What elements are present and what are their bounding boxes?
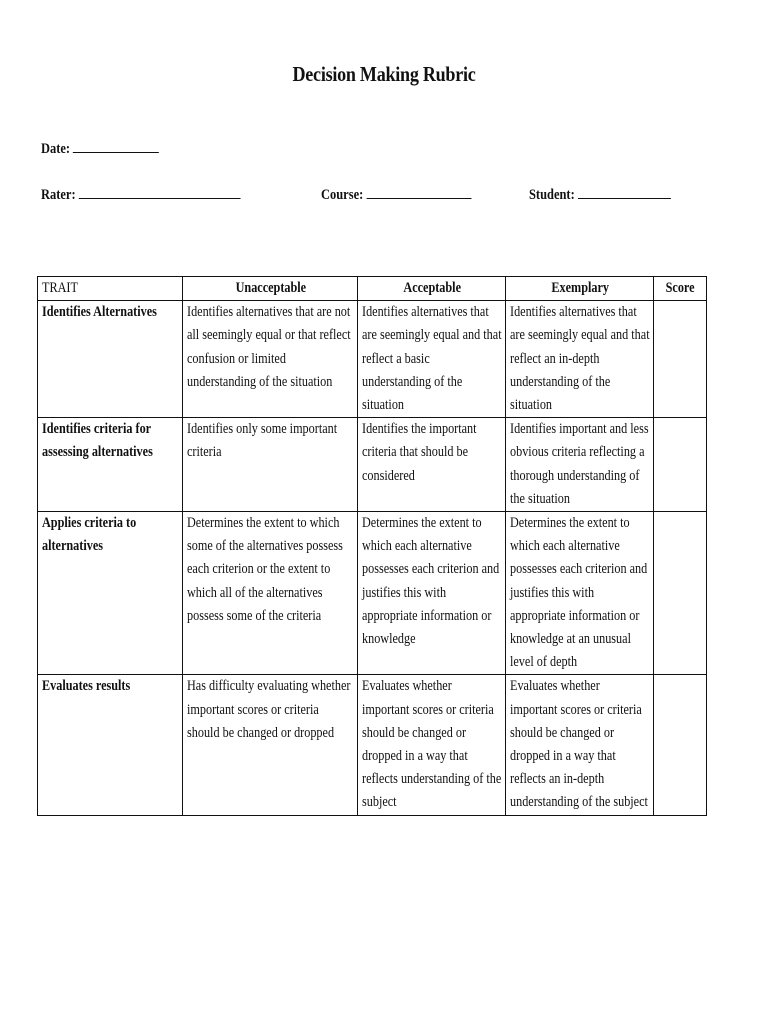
header-unacceptable: Unacceptable <box>183 277 358 301</box>
exemplary-cell: Identifies alternatives that are seemingly equal and that reflect an in-depth understanding of the situation <box>506 301 654 418</box>
score-cell[interactable] <box>654 512 707 675</box>
exemplary-cell: Evaluates whether important scores or criteria should be changed or dropped in a way that reflects an in-depth understanding of the subject <box>506 675 654 815</box>
date-blank-line <box>73 140 159 153</box>
student-field <box>529 186 671 204</box>
score-cell[interactable] <box>654 675 707 815</box>
header-score: Score <box>654 277 707 301</box>
unacceptable-cell: Identifies only some important criteria <box>183 418 358 512</box>
table-row <box>38 418 707 512</box>
unacceptable-cell: Determines the extent to which some of the alternatives possess each criterion or the extent to which all of the alternatives possess some of the criteria <box>183 512 358 675</box>
trait-cell: Identifies Alternatives <box>38 301 183 418</box>
rater-field <box>41 186 240 204</box>
acceptable-cell: Determines the extent to which each alternative possesses each criterion and justifies this with appropriate information or knowledge <box>358 512 506 675</box>
score-cell[interactable] <box>654 418 707 512</box>
trait-cell: Evaluates results <box>38 675 183 815</box>
rubric-table <box>37 276 707 816</box>
unacceptable-cell: Identifies alternatives that are not all seemingly equal or that reflect confusion or limited understanding of the situation <box>183 301 358 418</box>
trait-cell: Identifies criteria for assessing alternatives <box>38 418 183 512</box>
course-label: Course: <box>321 187 364 203</box>
course-field <box>321 186 471 204</box>
student-label: Student: <box>529 187 575 203</box>
acceptable-cell: Identifies the important criteria that should be considered <box>358 418 506 512</box>
rater-label: Rater: <box>41 187 76 203</box>
header-trait: TRAIT <box>38 277 183 301</box>
page-title: Decision Making Rubric <box>292 62 476 86</box>
exemplary-cell: Identifies important and less obvious criteria reflecting a thorough understanding of the situation <box>506 418 654 512</box>
date-label: Date: <box>41 141 71 157</box>
table-row <box>38 301 707 418</box>
acceptable-cell: Identifies alternatives that are seemingly equal and that reflect a basic understanding of the situation <box>358 301 506 418</box>
student-blank-line <box>578 186 671 199</box>
header-row <box>38 277 707 301</box>
trait-cell: Applies criteria to alternatives <box>38 512 183 675</box>
course-blank-line <box>366 186 471 199</box>
acceptable-cell: Evaluates whether important scores or criteria should be changed or dropped in a way that reflects understanding of the subject <box>358 675 506 815</box>
unacceptable-cell: Has difficulty evaluating whether important scores or criteria should be changed or dropped <box>183 675 358 815</box>
exemplary-cell: Determines the extent to which each alternative possesses each criterion and justifies this with appropriate information or knowledge at an unusual level of depth <box>506 512 654 675</box>
rater-blank-line <box>79 186 241 199</box>
table-row <box>38 512 707 675</box>
header-exemplary: Exemplary <box>506 277 654 301</box>
score-cell[interactable] <box>654 301 707 418</box>
table-row <box>38 675 707 815</box>
date-field <box>41 140 159 158</box>
header-acceptable: Acceptable <box>358 277 506 301</box>
